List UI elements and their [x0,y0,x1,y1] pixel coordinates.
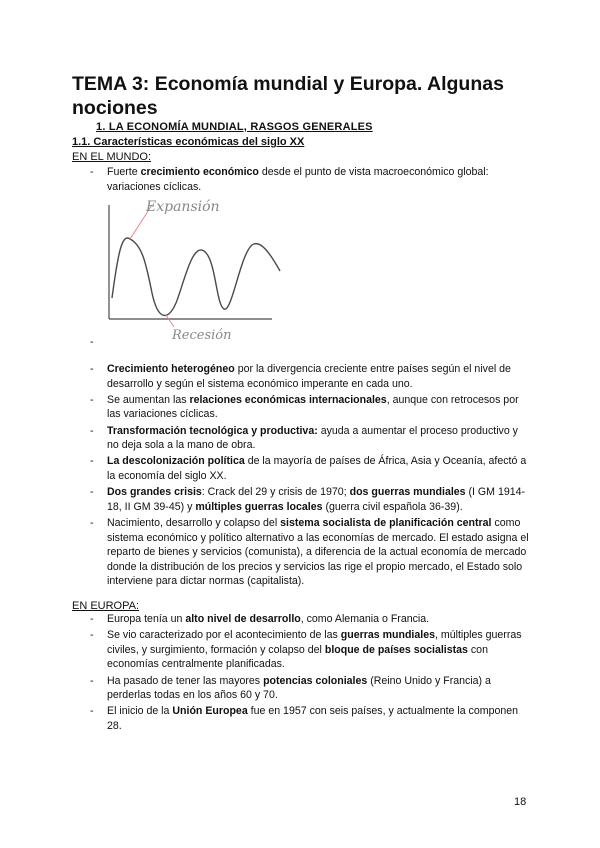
bold-text: dos guerras mundiales [349,486,466,499]
bold-text: La descolonización política [107,455,245,468]
text: por la divergencia creciente entre países según el nivel de desarrollo y según el sistema económico imperante en cada uno. [107,363,511,390]
europe-list [72,612,532,735]
text: fue en 1957 con seis países, y actualmente la componen 28. [107,705,519,732]
text: de la mayoría de países de África, Asia y Oceanía, afectó a la economía del siglo XX. [107,455,527,482]
text: como sistema económico y político alternativo a las economías de mercado. El estado asigna el reparto de bienes y servicios (comunista), a diferencia de la actual economía de mercado donde la distribución de los precios y servicios las rige el propio mercado, el Estado solo interviene para dictar normas (capitalista). [107,516,529,588]
text: (guerra civil española 36-39). [322,500,463,513]
list-item [72,424,532,453]
bold-text: crecimiento económico [140,166,259,178]
europe-label: EN EUROPA: [72,600,140,612]
text: : Crack del 29 y crisis de 1970; [201,486,350,499]
list-item [72,485,532,514]
page-number: 18 [514,796,527,808]
text: , múltiples guerras civiles, y surgimiento, formación y colapso del [107,629,522,656]
text: ayuda a aumentar el proceso productivo y no deja sola a la mano de obra. [107,424,518,452]
text: Se aumentan las [107,393,190,406]
world-list [72,362,532,590]
list-item [72,516,532,589]
bold-text: Crecimiento heterogéneo [107,363,235,375]
recession-pointer [166,315,174,327]
list-item [72,612,532,627]
world-label: EN EL MUNDO: [72,151,152,163]
list-item [72,704,532,733]
text: Ha pasado de tener las mayores [107,674,264,687]
text: Europa tenía un [107,613,186,625]
list-item [72,165,532,194]
list-item [72,674,532,703]
cycle-curve [112,238,280,315]
bold-text: bloque de países socialistas [324,643,468,656]
subsection-heading: 1.1. Características económicas del siglo XX [72,136,305,148]
economic-cycle-sketch [100,193,300,343]
world-list-intro [72,165,532,196]
text: (I GM 1914-18, II GM 39-45) y [107,486,526,513]
empty-bullet: - [90,336,94,348]
bold-text: alto nivel de desarrollo [185,613,301,625]
bold-text: sistema socialista de planificación central [280,516,492,529]
list-item [72,393,532,422]
text: , como Alemania o Francia. [300,613,430,625]
list-item [72,454,532,483]
text: Nacimiento, desarrollo y colapso del [107,516,281,529]
text: con economías centralmente planificadas. [107,643,488,671]
list-item [72,362,532,391]
bold-text: Transformación tecnológica y productiva: [107,424,318,437]
expansion-label: Expansión [146,199,220,215]
recession-label: Recesión [172,328,232,343]
text: , aunque con retrocesos por las variaciones cíclicas. [107,393,519,421]
list-item [72,628,532,672]
page-title: TEMA 3: Economía mundial y Europa. Algunas nociones [72,73,504,119]
bold-text: relaciones económicas internacionales [189,393,387,406]
text: El inicio de la [107,705,173,718]
text: Se vio caracterizado por el acontecimiento de las [107,629,341,642]
bold-text: múltiples guerras locales [195,500,323,513]
text: (Reino Unido y Francia) a perderlas todas en los años 60 y 70. [107,674,491,702]
bold-text: Unión Europea [172,705,248,718]
text: desde el punto de vista macroeconómico global: variaciones cíclicas. [107,166,489,193]
bold-text: potencias coloniales [263,674,368,687]
bold-text: Dos grandes crisis [107,486,202,499]
section-heading: 1. LA ECONOMÍA MUNDIAL, RASGOS GENERALES [96,121,373,133]
bold-text: guerras mundiales [340,629,435,642]
text: Fuerte [107,166,141,178]
